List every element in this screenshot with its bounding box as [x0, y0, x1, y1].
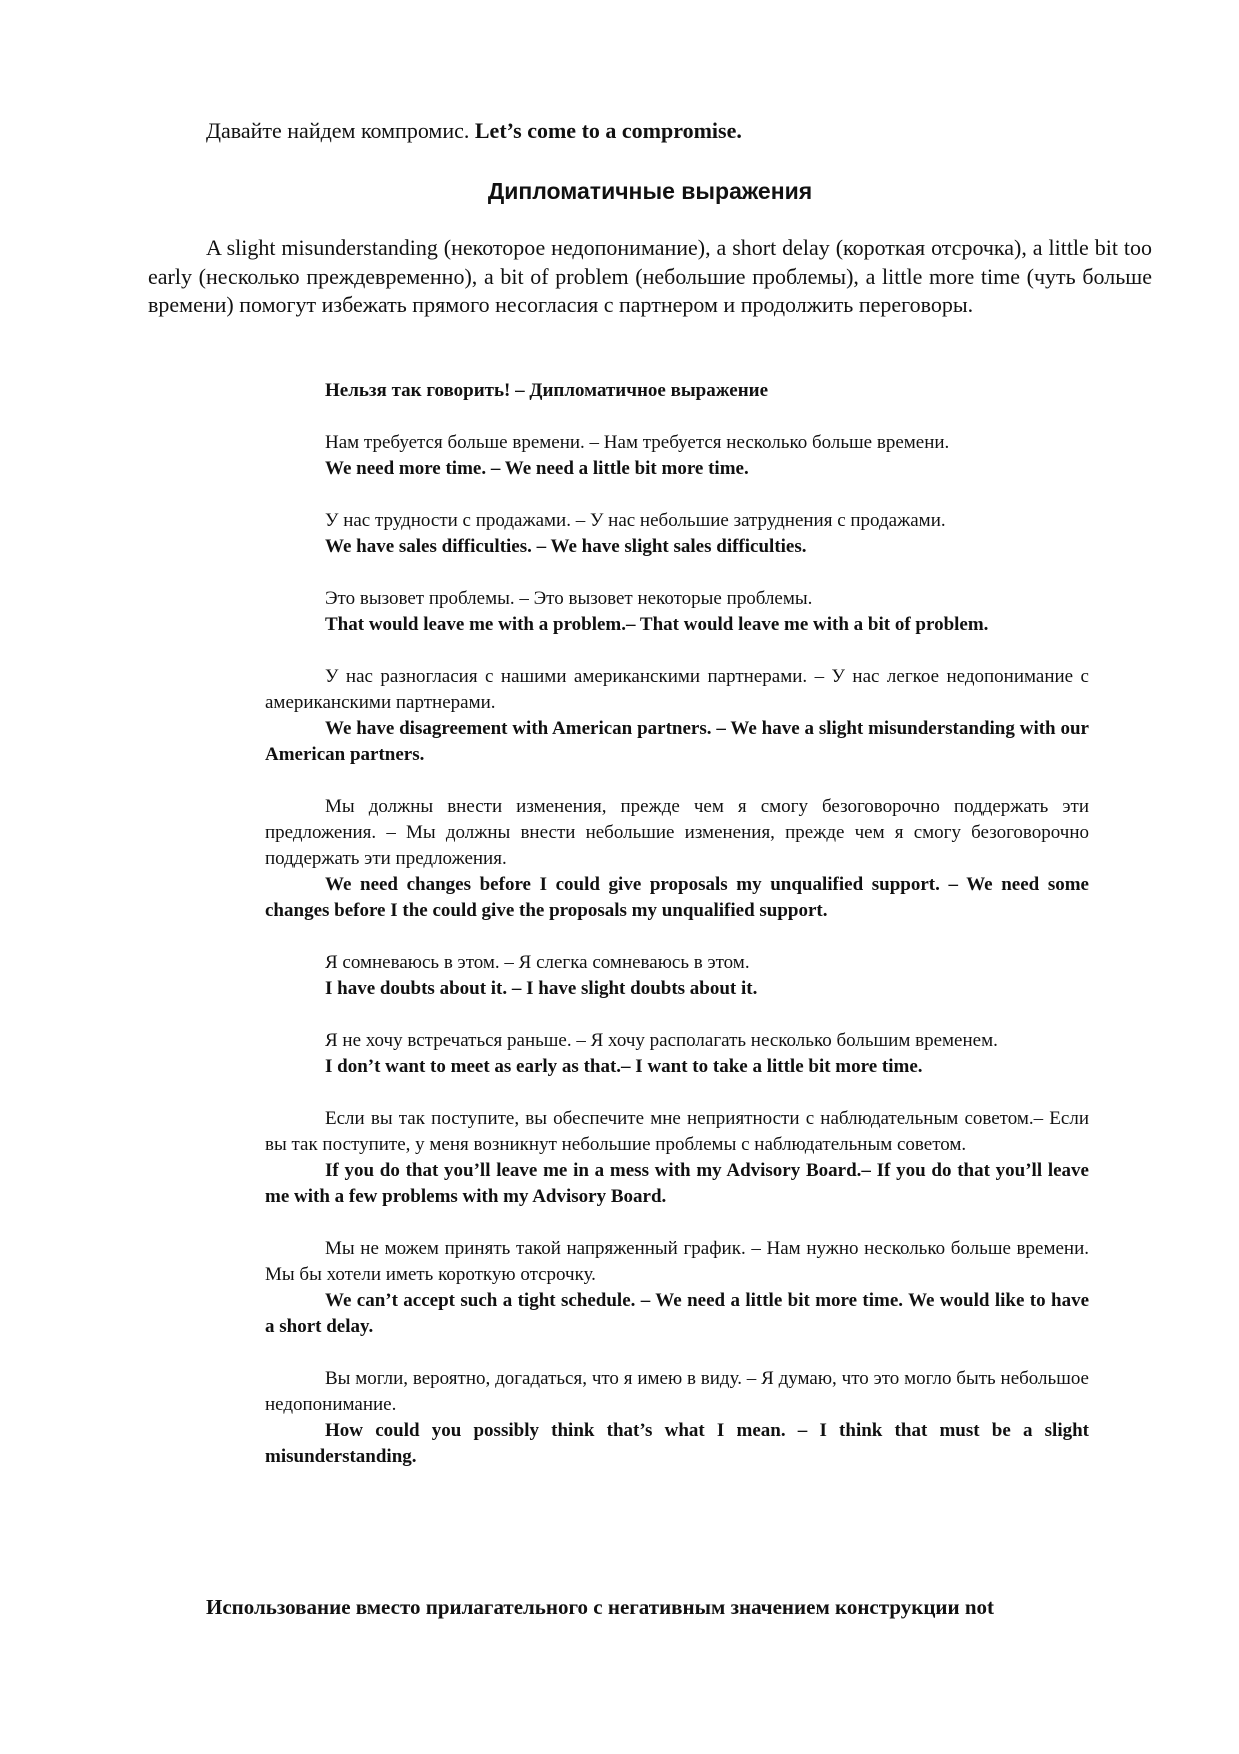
example-item: [265, 1106, 1089, 1210]
example-en: I don’t want to meet as early as that.– I want to take a little bit more time.: [325, 1056, 923, 1077]
example-ru: Я не хочу встречаться раньше. – Я хочу располагать несколько большим временем.: [325, 1030, 998, 1051]
example-ru: Мы не можем принять такой напряженный график. – Нам нужно несколько больше времени. Мы бы хотели иметь короткую отсрочку.: [265, 1238, 1089, 1285]
example-ru: Если вы так поступите, вы обеспечите мне неприятности с наблюдательным советом.– Если вы так поступите, у меня возникнут небольшие проблемы с наблюдательным советом.: [265, 1108, 1089, 1155]
example-ru: У нас разногласия с нашими американскими партнерами. – У нас легкое недопонимание с американскими партнерами.: [265, 666, 1089, 713]
example-item: [265, 794, 1089, 924]
section-title: Дипломатичные выражения: [487, 178, 813, 204]
example-en: We need changes before I could give proposals my unqualified support. – We need some changes before I the could give the proposals my unqualified support.: [265, 874, 1089, 921]
example-ru: Мы должны внести изменения, прежде чем я смогу безоговорочно поддержать эти предложения. – Мы должны внести небольшие изменения, прежде чем я смогу безоговорочно поддержать эти предложения.: [265, 796, 1089, 869]
examples-list: [265, 378, 1089, 1496]
example-item: [265, 508, 1089, 560]
example-en: That would leave me with a problem.– That would leave me with a bit of problem.: [325, 614, 989, 635]
footer-heading: Использование вместо прилагательного с негативным значением конструкции not: [206, 1595, 995, 1619]
lead-paragraph: A slight misunderstanding (некоторое недопонимание), a short delay (короткая отсрочка), a little bit too early (несколько преждевременно), a bit of problem (небольшие проблемы), a little more time (чуть больше времени) помогут избежать прямого несогласия с партнером и продолжить переговоры.: [148, 235, 1152, 317]
example-item: [265, 1366, 1089, 1470]
example-ru: Я сомневаюсь в этом. – Я слегка сомневаюсь в этом.: [325, 952, 750, 973]
example-en: We need more time. – We need a little bit more time.: [325, 458, 749, 479]
example-en: We have disagreement with American partners. – We have a slight misunderstanding with our American partners.: [265, 718, 1089, 765]
example-item: [265, 1028, 1089, 1080]
intro-line: [206, 116, 742, 146]
example-en: How could you possibly think that’s what I mean. – I think that must be a slight misunderstanding.: [265, 1420, 1089, 1467]
examples-header: Нельзя так говорить! – Дипломатичное выражение: [325, 380, 769, 401]
example-ru: У нас трудности с продажами. – У нас небольшие затруднения с продажами.: [325, 510, 946, 531]
example-en: If you do that you’ll leave me in a mess with my Advisory Board.– If you do that you’ll leave me with a few problems with my Advisory Board.: [265, 1160, 1089, 1207]
example-ru: Это вызовет проблемы. – Это вызовет некоторые проблемы.: [325, 588, 813, 609]
example-en: I have doubts about it. – I have slight doubts about it.: [325, 978, 758, 999]
example-item: [265, 1236, 1089, 1340]
intro-en: Let’s come to a compromise.: [474, 118, 742, 143]
example-en: We can’t accept such a tight schedule. – We need a little bit more time. We would like to have a short delay.: [265, 1290, 1089, 1337]
example-item: [265, 430, 1089, 482]
example-en: We have sales difficulties. – We have slight sales difficulties.: [325, 536, 807, 557]
example-item: [265, 950, 1089, 1002]
example-ru: Нам требуется больше времени. – Нам требуется несколько больше времени.: [325, 432, 950, 453]
intro-ru: Давайте найдем компромис.: [206, 118, 470, 143]
example-item: [265, 664, 1089, 768]
example-item: [265, 586, 1089, 638]
example-ru: Вы могли, вероятно, догадаться, что я имею в виду. – Я думаю, что это могло быть небольшое недопонимание.: [265, 1368, 1089, 1415]
